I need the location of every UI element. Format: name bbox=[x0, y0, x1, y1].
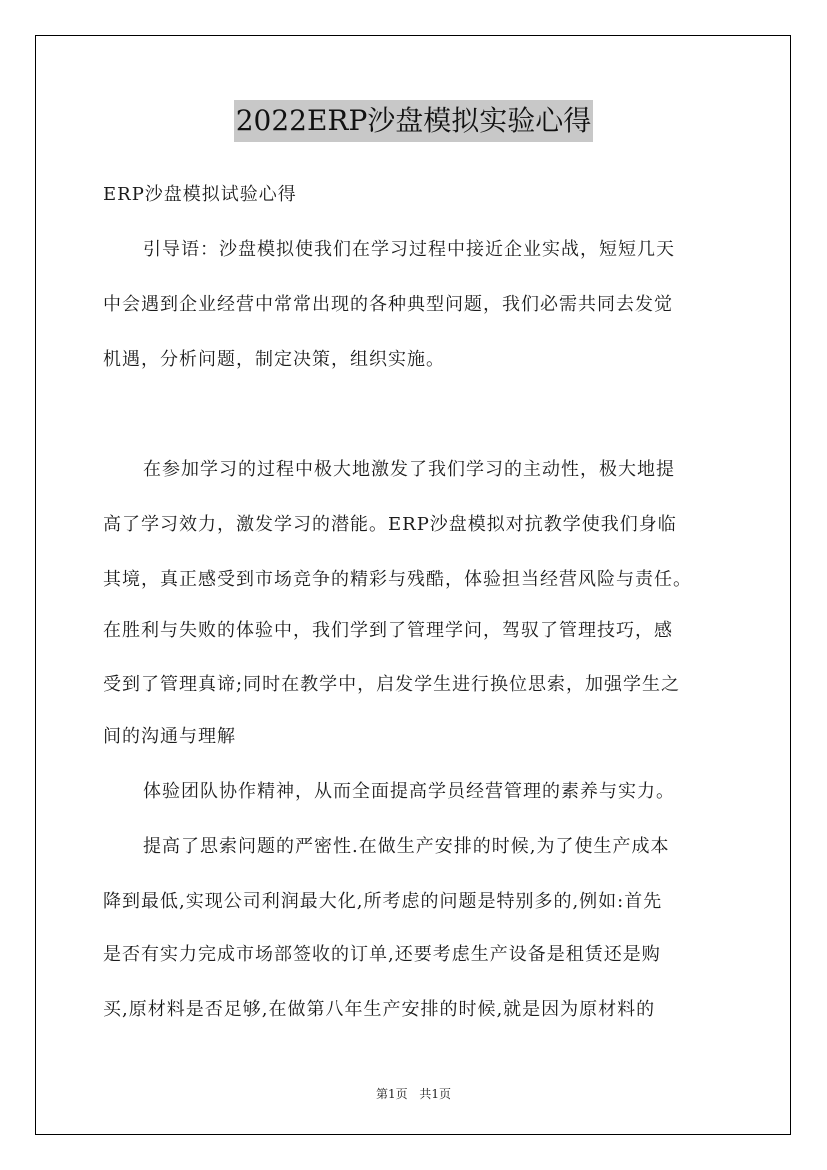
page-total: 共1页 bbox=[419, 1087, 452, 1101]
title-container bbox=[0, 100, 827, 142]
paragraph-line: 在胜利与失败的体验中，我们学到了管理学问，驾驭了管理技巧，感 bbox=[103, 620, 673, 641]
page-footer bbox=[0, 1085, 827, 1102]
paragraph-line: 降到最低,实现公司利润最大化,所考虑的问题是特别多的,例如:首先 bbox=[103, 891, 663, 912]
page-number: 第1页 bbox=[375, 1087, 408, 1101]
paragraph-line: 中会遇到企业经营中常常出现的各种典型问题，我们必需共同去发觉 bbox=[103, 294, 673, 315]
paragraph-line: 高了学习效力，激发学习的潜能。ERP沙盘模拟对抗教学使我们身临 bbox=[103, 514, 677, 535]
paragraph-line: 是否有实力完成市场部签收的订单,还要考虑生产设备是租赁还是购 bbox=[103, 944, 661, 965]
document-title: 2022ERP沙盘模拟实验心得 bbox=[234, 100, 594, 142]
paragraph-line: 间的沟通与理解 bbox=[103, 726, 236, 747]
subtitle-line: ERP沙盘模拟试验心得 bbox=[103, 184, 297, 205]
paragraph-line: 体验团队协作精神，从而全面提高学员经营管理的素养与实力。 bbox=[143, 781, 675, 802]
paragraph-line: 提高了思索问题的严密性.在做生产安排的时候,为了使生产成本 bbox=[143, 836, 670, 857]
paragraph-line: 买,原材料是否足够,在做第八年生产安排的时候,就是因为原材料的 bbox=[103, 999, 656, 1020]
paragraph-line: 受到了管理真谛;同时在教学中，启发学生进行换位思索，加强学生之 bbox=[103, 674, 681, 695]
paragraph-line: 机遇，分析问题，制定决策，组织实施。 bbox=[103, 349, 445, 370]
paragraph-line: 引导语：沙盘模拟使我们在学习过程中接近企业实战，短短几天 bbox=[143, 239, 675, 260]
paragraph-line: 在参加学习的过程中极大地激发了我们学习的主动性，极大地提 bbox=[143, 459, 675, 480]
paragraph-line: 其境，真正感受到市场竞争的精彩与残酷，体验担当经营风险与责任。 bbox=[103, 569, 692, 590]
